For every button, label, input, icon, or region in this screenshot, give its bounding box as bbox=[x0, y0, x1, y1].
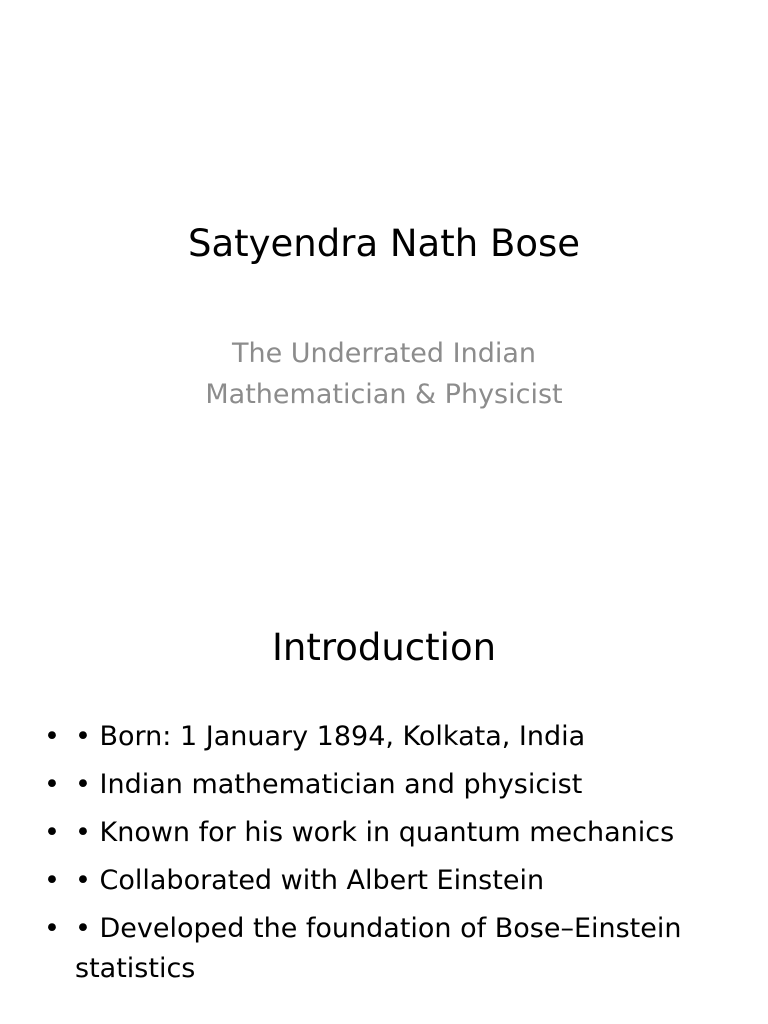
bullet-list bbox=[0, 717, 768, 997]
slide-subtitle bbox=[0, 333, 768, 415]
bullet-marker: • bbox=[44, 913, 60, 944]
bullet-item bbox=[0, 717, 768, 757]
bullet-marker: • bbox=[44, 769, 60, 800]
subtitle-line: The Underrated Indian bbox=[232, 338, 536, 369]
bullet-text: • Born: 1 January 1894, Kolkata, India bbox=[75, 721, 586, 752]
bullet-text: • Indian mathematician and physicist bbox=[75, 769, 583, 800]
bullet-item bbox=[0, 909, 768, 989]
bullet-marker: • bbox=[44, 817, 60, 848]
bullet-marker: • bbox=[44, 865, 60, 896]
slide-title: Satyendra Nath Bose bbox=[187, 222, 581, 265]
bullet-item bbox=[0, 861, 768, 901]
bullet-text: • Collaborated with Albert Einstein bbox=[75, 865, 545, 896]
bullet-text: • Known for his work in quantum mechanics bbox=[75, 817, 675, 848]
bullet-item bbox=[0, 765, 768, 805]
bullet-marker: • bbox=[44, 721, 60, 752]
introduction-slide bbox=[0, 576, 768, 1024]
bullet-text: • Developed the foundation of Bose–Einstein statistics bbox=[75, 913, 682, 984]
subtitle-line: Mathematician & Physicist bbox=[205, 379, 563, 410]
section-heading: Introduction bbox=[271, 626, 497, 669]
bullet-item bbox=[0, 813, 768, 853]
